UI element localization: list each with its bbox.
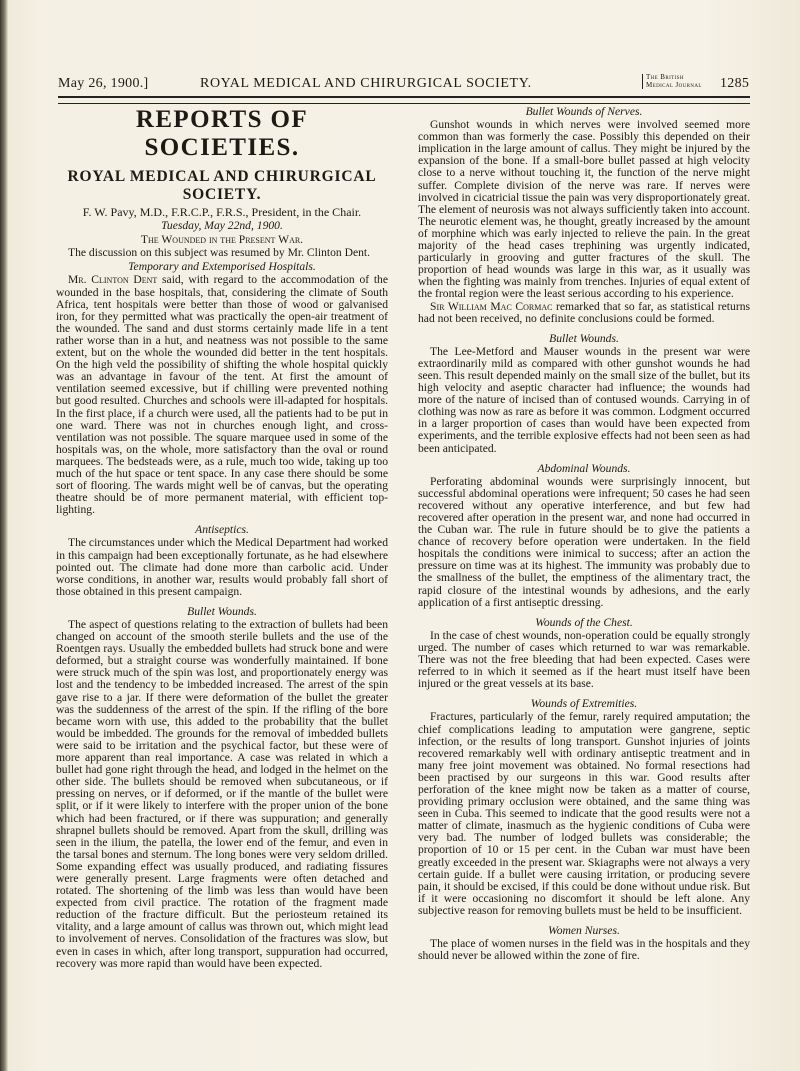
subheading-bullet-wounds-2: Bullet Wounds. <box>549 331 619 345</box>
subheading-nerves: Bullet Wounds of Nerves. <box>525 105 643 118</box>
paragraph-hospitals <box>56 274 388 516</box>
paragraph-chest: In the case of chest wounds, non-operation could be equally strongly urged. The number of cases which returned to war was remarkable. There was not the free bleeding that had been expected. Cases were referred to in which it seemed as if the heart must itself have been injured or the great vessels at its base. <box>418 628 750 691</box>
header-title: ROYAL MEDICAL AND CHIRURGICAL SOCIETY. <box>200 76 532 91</box>
right-column <box>418 104 750 962</box>
society-name: ROYAL MEDICAL AND CHIRURGICAL SOCIETY. <box>67 168 377 203</box>
paragraph-maccormac-text: remarked that so far, as statistical returns had not been received, no definite conclusions could be formed. <box>418 299 750 325</box>
paragraph-antiseptics: The circumstances under which the Medical Department had worked in this campaign had been exceptionally fortunate, as he had elsewhere pointed out. The climate had done more than carbolic acid. Under worse conditions, in another war, results would probably fall short of those obtained in this present campaign. <box>56 536 388 598</box>
page-number: 1285 <box>720 76 750 91</box>
paragraph-extremities: Fractures, particularly of the femur, rarely required amputation; the chief complications leading to amputation were gangrene, septic infection, or the results of long transport. Gunshot injuries of joints recovered remarkably well with ordinary antiseptic treatment and in many free joint movement was obtained. No formal resections had been practised by our surgeons in this war. Good results after perforation of the knee might now be taken as a matter of course, providing primary occlusion were obtained, and the same thing was seen in Cuba. This seemed to indicate that the good results were not a matter of climate, inasmuch as the hygienic conditions of Cuba were very bad. The number of lodged bullets was considerable; the proportion of 10 or 15 per cent. in the Cuban war must have been greatly exceeded in the present war. Skiagraphs were not always a very certain guide. If a bullet were causing irritation, or producing severe pain, it should be excised, if this could be done without undue risk. But if it were occasioning no discomfort it should be left alone. Any subjective reason for removing bullets must be held to be insufficient. <box>418 710 750 917</box>
subheading-hospitals: Temporary and Extemporised Hospitals. <box>128 260 316 274</box>
paragraph-hospitals-text: said, with regard to the accommodation of the wounded in the base hospitals, that, considering the climate of South Africa, tent hospitals were better than those of wood or galvanised iron, for they permitted what was practically the open-air treatment of the wounded. The sand and dust storms certainly made life in a tent rather worse than in a hut, and neatness was not possible to the same extent, but on the whole the wounded did better in the tent hospitals. On the high veld the possibility of shifting the whole hospital quickly was an advantage in favour of the tent. At first the amount of ventilation seemed excessive, but if chilling were prevented nothing but good resulted. Churches and schools were ill-adapted for hospitals. In the first place, if a church were used, all the patients had to be put in one ward. There was not in churches enough light, and cross-ventilation was not possible. The square marquee used in some of the hospitals was, on the whole, more satisfactory than the oval or round marquees. The bedsteads were, as a rule, much too wide, taking up too much of the hut space or tent space. In any case there should be some sort of flooring. The wards might well be of canvas, but the operating theatre should be of more permanent material, with efficient top-lighting. <box>56 273 388 517</box>
paragraph-bullet-wounds: The aspect of questions relating to the extraction of bullets had been changed on account of the smooth sterile bullets and the use of the Roentgen rays. Usually the embedded bullets had struck bone and were deformed, but a straight course was wonderfully maintained. If bone were struck much of the spin was lost, and proportionately energy was lost and the tendency to be imbedded increased. The arrest of the spin gave rise to a jar. If there were deformation of the bullet the greater was the suddenness of the arrest of the spin. If the rifling of the bore became worn with use, this added to the probability that the bullet would be imbedded. The grounds for the removal of imbedded bullets were said to be irritation and the psychical factor, but these were of more apparent than real importance. A case was related in which a bullet had gone right through the head, and lodged in the helmet on the other side. The bullets should be removed when subcutaneous, or if pressing on nerves, or if deformed, or if the mantle of the bullet were split, or if it were likely to interfere with the proper union of the bone which had been fractured, or if there was suppuration; and generally shrapnel bullets should be removed. Apart from the skull, drilling was seen in the ilium, the patella, the lower end of the femur, and even in the tarsal bones and sternum. The long bones were very seldom drilled. Some expanding effect was usually produced, and radiating fissures were generally present. Large fragments were often detached and rotated. The shortening of the limb was less than would have been expected from civil practice. The rotation of the fragment made reduction of the fracture difficult. But the periosteum retained its vitality, and a large amount of callus was thrown out, which might lead to involvement of nerves. Consolidation of the fractures was slow, but even in cases in which, after long transport, suppuration had occurred, recovery was more rapid than would have been expected. <box>56 618 388 970</box>
subheading-antiseptics: Antiseptics. <box>195 523 249 537</box>
meeting-date: Tuesday, May 22nd, 1900. <box>161 219 283 233</box>
header-journal-line1: The British <box>646 73 684 81</box>
paragraph-abdominal: Perforating abdominal wounds were surprisingly innocent, but successful abdominal operations were infrequent; 50 cases he had seen recovered without any operative interference, and but few had recovered after operation in the present war, and none had occurred in the Cuban war. The rule in future should be to give the patients a chance of recovery before operation were undertaken. In the field hospitals the conditions were inimical to success; after an action the pressure on time was at its highest. The immunity was probably due to the smallness of the bullet, the emptiness of the alimentary tract, the rapid closure of the intestinal wounds by adhesions, and the early application of a first antiseptic dressing. <box>418 474 750 609</box>
paragraph-nerves: Gunshot wounds in which nerves were involved seemed more common than was formerly the case. Possibly this depended on their implication in the large amount of callus. They might be injured by the expansion of the bone. If a small-bore bullet passed at high velocity close to a nerve without touching it, the function of the nerve might suffer. Complete division of the nerve was rare. If nerves were involved in cicatricial tissue the pain was very disproportionately great. The element of neurosis was not always sufficiently taken into account. The neurotic element was, he thought, greatly increased by the amount of morphine which was early injected to relieve the pain. In the great majority of the head cases trephining was urgently indicated, particularly in grooving and gutter fractures of the skull. The proportion of head wounds was large in this war, as it usually was when the fighting was mainly from trenches. Injuries of equal extent of the frontal region were the least serious according to his experience. <box>418 118 750 301</box>
paragraph-maccormac <box>418 301 750 325</box>
subheading-bullet-wounds: Bullet Wounds. <box>187 604 257 618</box>
discussion-subject: The Wounded in the Present War. <box>140 233 304 247</box>
running-header <box>58 73 750 98</box>
left-column <box>56 104 388 970</box>
book-spine-edge <box>0 0 8 1071</box>
speaker-name-maccormac: Sir William Mac Cormac <box>430 299 553 313</box>
header-date: May 26, 1900.] <box>58 76 149 91</box>
subheading-nurses: Women Nurses. <box>548 924 620 937</box>
subheading-abdominal: Abdominal Wounds. <box>537 461 631 475</box>
header-journal <box>642 74 702 89</box>
header-journal-line2: Medical Journal <box>646 80 702 89</box>
paragraph-bullet-wounds-2: The Lee-Metford and Mauser wounds in the present war were extraordinarily mild as compared with other gunshot wounds he had seen. This result depended mainly on the small size of the bullet, but its high velocity and aseptic character had influence; the wounds had more of the nature of incised than of contused wounds. Carrying in of clothing was now as rare as before it was common. Lodgment occurred in a larger proportion of cases than would have been expected from experiments, and the terrible explosive effects had not been seen as had been anticipated. <box>418 344 750 455</box>
reports-title: REPORTS OF SOCIETIES. <box>135 106 309 161</box>
paragraph-nurses: The place of women nurses in the field was in the hospitals and they should never be allowed within the zone of fire. <box>418 937 750 963</box>
subheading-extremities: Wounds of Extremities. <box>530 697 638 711</box>
speaker-name: Mr. Clinton Dent <box>68 273 158 287</box>
president-line: F. W. Pavy, M.D., F.R.C.P., F.R.S., President, in the Chair. <box>82 205 362 219</box>
header-rule <box>58 96 750 104</box>
subheading-chest: Wounds of the Chest. <box>535 615 633 629</box>
intro-paragraph: The discussion on this subject was resumed by Mr. Clinton Dent. <box>68 246 371 260</box>
